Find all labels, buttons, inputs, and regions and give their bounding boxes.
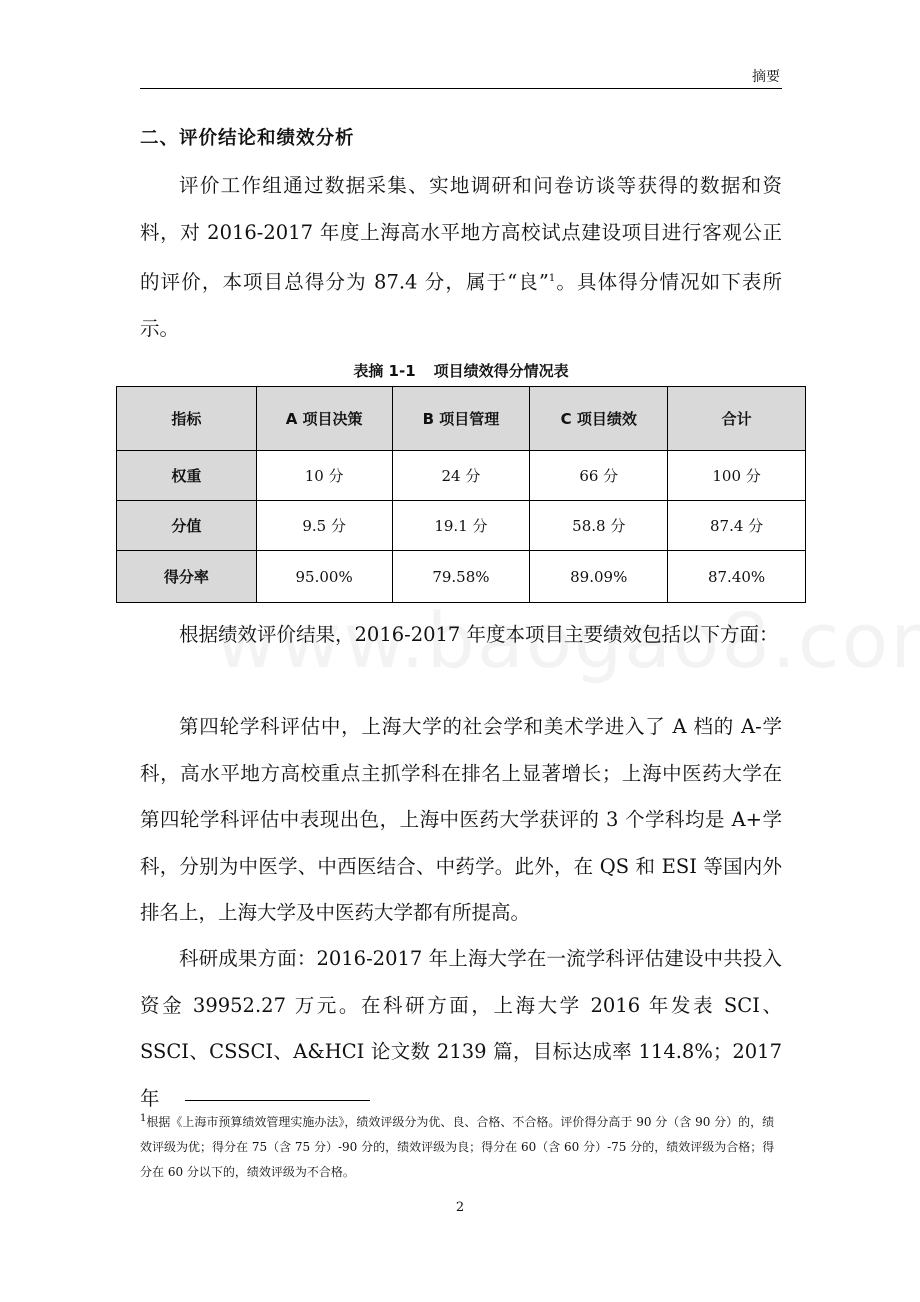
paragraph-results: 根据绩效评价结果，2016-2017 年度本项目主要绩效包括以下方面： xyxy=(179,623,779,646)
paragraph-research-output: 科研成果方面：2016-2017 年上海大学在一流学科评估建设中共投入资金 39952.27 万元。在科研方面，上海大学 2016 年发表 SCI、SSCI、CSSCI、A&HCI 论文数 2139 篇，目标达成率 114.8%；2017 年 xyxy=(140,947,782,1110)
table-row xyxy=(117,451,806,501)
table-header-row xyxy=(117,387,806,451)
row-label-score-rate: 得分率 xyxy=(117,551,257,603)
row-label-score: 分值 xyxy=(117,501,257,551)
table-cell: 87.4 分 xyxy=(668,501,806,551)
table-header-cell: B 项目管理 xyxy=(392,387,530,451)
table-caption-title: 项目绩效得分情况表 xyxy=(433,362,569,380)
footnote-text: 根据《上海市预算绩效管理实施办法》，绩效评级分为优、良、合格、不合格。评价得分高于 90 分（含 90 分）的，绩效评级为优；得分在 75（含 75 分）-90 分的，绩效评级为良；得分在 60（含 60 分）-75 分的，绩效评级为合格；得分在 60 分以下的，绩效评级为不合格。 xyxy=(140,1115,775,1179)
table-caption xyxy=(140,360,782,381)
footnote xyxy=(140,1106,782,1185)
table-header-cell: 合计 xyxy=(668,387,806,451)
table-caption-number: 表摘 1-1 xyxy=(353,362,416,380)
paragraph-intro-text: 评价工作组通过数据采集、实地调研和问卷访谈等获得的数据和资料，对 2016-2017 年度上海高水平地方高校试点建设项目进行客观公正的评价，本项目总得分为 87.4 分，属于“良” xyxy=(140,174,782,294)
page-number: 2 xyxy=(455,1200,465,1215)
section-heading: 二、评价结论和绩效分析 xyxy=(140,128,355,149)
paragraph-intro-tail: 。具体得分情况如下表所示。 xyxy=(140,270,782,340)
table-cell: 24 分 xyxy=(392,451,530,501)
table-cell: 89.09% xyxy=(530,551,668,603)
row-label-weight: 权重 xyxy=(117,451,257,501)
table-cell: 95.00% xyxy=(256,551,392,603)
paragraph-discipline-evaluation: 第四轮学科评估中，上海大学的社会学和美术学进入了 A 档的 A-学科，高水平地方高校重点主抓学科在排名上显著增长；上海中医药大学在第四轮学科评估中表现出色，上海中医药大学获评的 3 个学科均是 A+学科，分别为中医学、中西医结合、中药学。此外，在 QS 和 ESI 等国内外排名上，上海大学及中医药大学都有所提高。 xyxy=(140,715,782,924)
table-cell: 100 分 xyxy=(668,451,806,501)
table-cell: 87.40% xyxy=(668,551,806,603)
table-cell: 9.5 分 xyxy=(256,501,392,551)
table-cell: 79.58% xyxy=(392,551,530,603)
table-header-cell: C 项目绩效 xyxy=(530,387,668,451)
footnote-separator xyxy=(185,1100,370,1101)
footnote-reference[interactable]: 1 xyxy=(548,273,556,284)
table-cell: 58.8 分 xyxy=(530,501,668,551)
running-header: 摘要 xyxy=(752,69,780,85)
table-cell: 66 分 xyxy=(530,451,668,501)
paragraph-intro xyxy=(140,163,782,353)
table-cell: 10 分 xyxy=(256,451,392,501)
table-header-cell: A 项目决策 xyxy=(256,387,392,451)
table-row xyxy=(117,501,806,551)
table-cell: 19.1 分 xyxy=(392,501,530,551)
table-header-cell: 指标 xyxy=(117,387,257,451)
header-rule xyxy=(140,88,782,89)
footnote-mark: 1 xyxy=(140,1113,147,1124)
performance-score-table xyxy=(116,386,806,603)
table-row xyxy=(117,551,806,603)
